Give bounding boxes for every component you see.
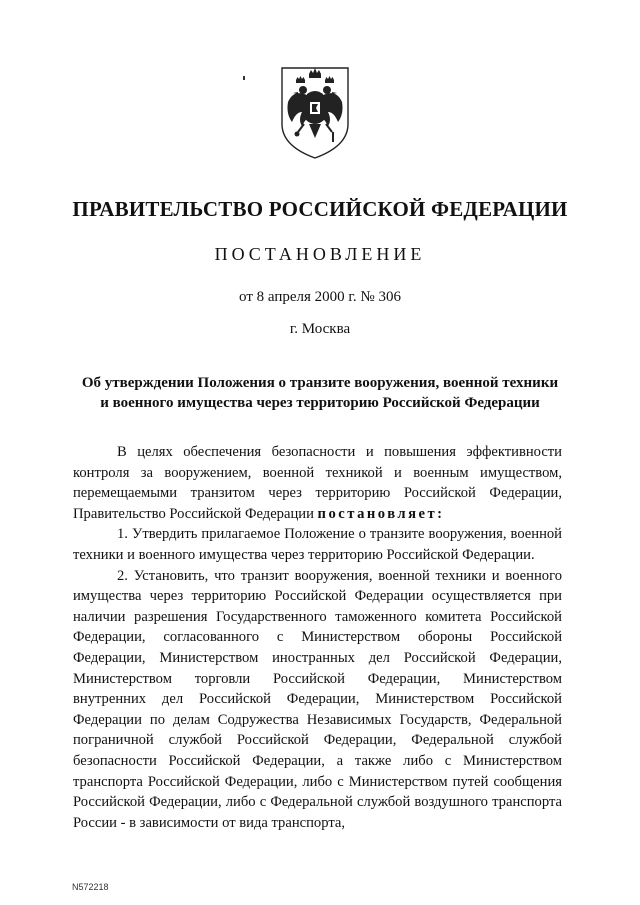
- item-1: 1. Утвердить прилагаемое Положение о транзите вооружения, военной техники и военного имущества через территорию Российской Федерации.: [73, 526, 562, 563]
- document-subject: [70, 373, 570, 413]
- scan-mark: [243, 76, 245, 80]
- city: г. Москва: [289, 321, 351, 337]
- document-type: ПОСТАНОВЛЕНИЕ: [214, 244, 426, 264]
- coat-of-arms-icon: [276, 62, 354, 162]
- document-code: N572218: [72, 882, 109, 892]
- preamble-text: В целях обеспечения безопасности и повышения эффективности контроля за вооружением, военной техникой и военным имуществом, перемещаемыми транзитом через территорию Российской Федерации, Правительство Российской Федерации: [73, 444, 562, 522]
- document-body: [73, 442, 562, 833]
- subject-line-2: и военного имущества через территорию Российской Федерации: [100, 395, 540, 411]
- item-2: 2. Установить, что транзит вооружения, военной техники и военного имущества через территорию Российской Федерации осуществляется при наличии разрешения Государственного таможенного комитета Российской Федерации, согласованного с Министерством обороны Российской Федерации, Министерством иностранных дел Российской Федерации, Министерством торговли Российской Федерации, Министерством внутренних дел Российской Федерации, Министерством Российской Федерации по делам Содружества Независимых Государств, Федеральной пограничной службой Российской Федерации, Федеральной службой безопасности Российской Федерации, а также либо с Министерством транспорта Российской Федерации, либо с Министерством путей сообщения Российской Федерации, либо с Федеральной службой воздушного транспорта России - в зависимости от вида транспорта,: [73, 567, 562, 831]
- preamble-paragraph: [73, 442, 562, 524]
- decree-word: постановляет:: [317, 505, 445, 522]
- subject-line-1: Об утверждении Положения о транзите вооружения, военной техники: [81, 375, 559, 391]
- organization-title: ПРАВИТЕЛЬСТВО РОССИЙСКОЙ ФЕДЕРАЦИИ: [72, 197, 568, 221]
- date-number: от 8 апреля 2000 г. № 306: [239, 289, 401, 305]
